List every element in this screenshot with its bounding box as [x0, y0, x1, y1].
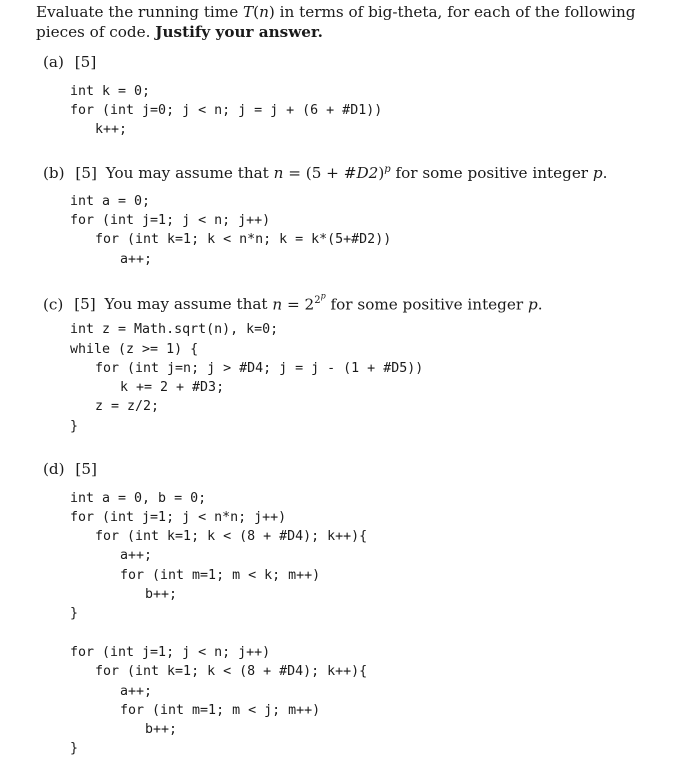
part-b-note-prefix: You may assume that [105, 164, 274, 183]
part-b-note-d2: D2 [356, 164, 379, 183]
part-c-note-exp-p: p [320, 292, 326, 301]
part-b-label: (b) [43, 164, 65, 183]
intro-bold: Justify your answer. [155, 23, 323, 41]
part-c-note-exp [314, 292, 326, 307]
intro-paren-close: ) [268, 3, 275, 21]
part-b-code-line-1: int a = 0; [70, 194, 151, 209]
part-c-code-line-4: k += 2 + #D3; [120, 380, 225, 395]
part-d-code-line-6: b++; [145, 587, 178, 602]
part-c-code-line-1: int z = Math.sqrt(n), k=0; [70, 322, 279, 337]
intro-paren-open: ( [253, 3, 260, 21]
part-d-label: (d) [43, 460, 65, 478]
part-b-code-line-3: for (int k=1; k < n*n; k = k*(5+#D2)) [95, 232, 392, 247]
part-a-code-line-1: int k = 0; [70, 84, 151, 99]
part-c-note-exp-2: 2 [314, 295, 321, 307]
part-a-label: (a) [43, 53, 64, 71]
part-c-code-line-6: } [70, 419, 79, 434]
part-d-code-line-5: for (int m=1; m < k; m++) [120, 568, 321, 583]
intro-n: n [259, 3, 269, 21]
part-d-code-line-2: for (int j=1; j < n*n; j++) [70, 510, 287, 525]
part-b-code-line-2: for (int j=1; j < n; j++) [70, 213, 271, 228]
part-a-points: [5] [74, 53, 97, 71]
part-b-note-exp-p: p [384, 164, 391, 175]
part-b-points: [5] [75, 164, 97, 183]
part-c-note-end: . [537, 295, 543, 314]
part-d-code-line-1: int a = 0, b = 0; [70, 491, 207, 506]
part-c-note-eq: = 2 [282, 295, 315, 314]
part-c-label: (c) [43, 295, 64, 314]
intro-text-1: Evaluate the running time [36, 3, 244, 21]
intro-text-2: in terms of big-theta, for each of the following pieces of code. [36, 3, 636, 41]
part-c-note-n: n [272, 295, 283, 314]
part-c-code-line-5: z = z/2; [95, 399, 160, 414]
part-d-code-line-4: a++; [120, 548, 153, 563]
part-b-note-p2: p [592, 164, 603, 183]
part-c-code-line-3: for (int j=n; j > #D4; j = j - (1 + #D5)) [95, 361, 424, 376]
part-d-code-line-9: for (int k=1; k < (8 + #D4); k++){ [95, 664, 368, 679]
part-d-code-line-12: b++; [145, 722, 178, 737]
part-a-code-line-3: k++; [95, 122, 128, 137]
part-a-heading [43, 53, 96, 71]
part-d-code-line-11: for (int m=1; m < j; m++) [120, 703, 321, 718]
part-d-points: [5] [75, 460, 97, 478]
part-d-code-line-3: for (int k=1; k < (8 + #D4); k++){ [95, 529, 368, 544]
part-b-note-eq: = (5 + # [283, 164, 357, 183]
part-c-note-prefix: You may assume that [104, 295, 273, 314]
part-b-note-close: ) [378, 164, 385, 183]
part-c-code-line-2: while (z >= 1) { [70, 342, 199, 357]
question-intro [36, 2, 676, 42]
part-b-heading [43, 164, 607, 182]
part-c-note-p2: p [527, 295, 538, 314]
part-d-code-line-13: } [70, 741, 79, 756]
part-b-note-end: . [602, 164, 608, 183]
intro-T: T [243, 3, 254, 21]
part-a-code-line-2: for (int j=0; j < n; j = j + (6 + #D1)) [70, 103, 383, 118]
part-d-code-line-8: for (int j=1; j < n; j++) [70, 645, 271, 660]
part-d-code-line-7: } [70, 606, 79, 621]
part-b-note-n: n [273, 164, 284, 183]
part-d-heading [43, 460, 97, 478]
part-c-heading [43, 292, 543, 313]
part-b-note-suffix: for some positive integer [390, 164, 593, 183]
part-c-points: [5] [74, 295, 96, 314]
part-b-code-line-4: a++; [120, 252, 153, 267]
part-d-code-line-10: a++; [120, 684, 153, 699]
part-c-note-suffix: for some positive integer [325, 295, 528, 314]
